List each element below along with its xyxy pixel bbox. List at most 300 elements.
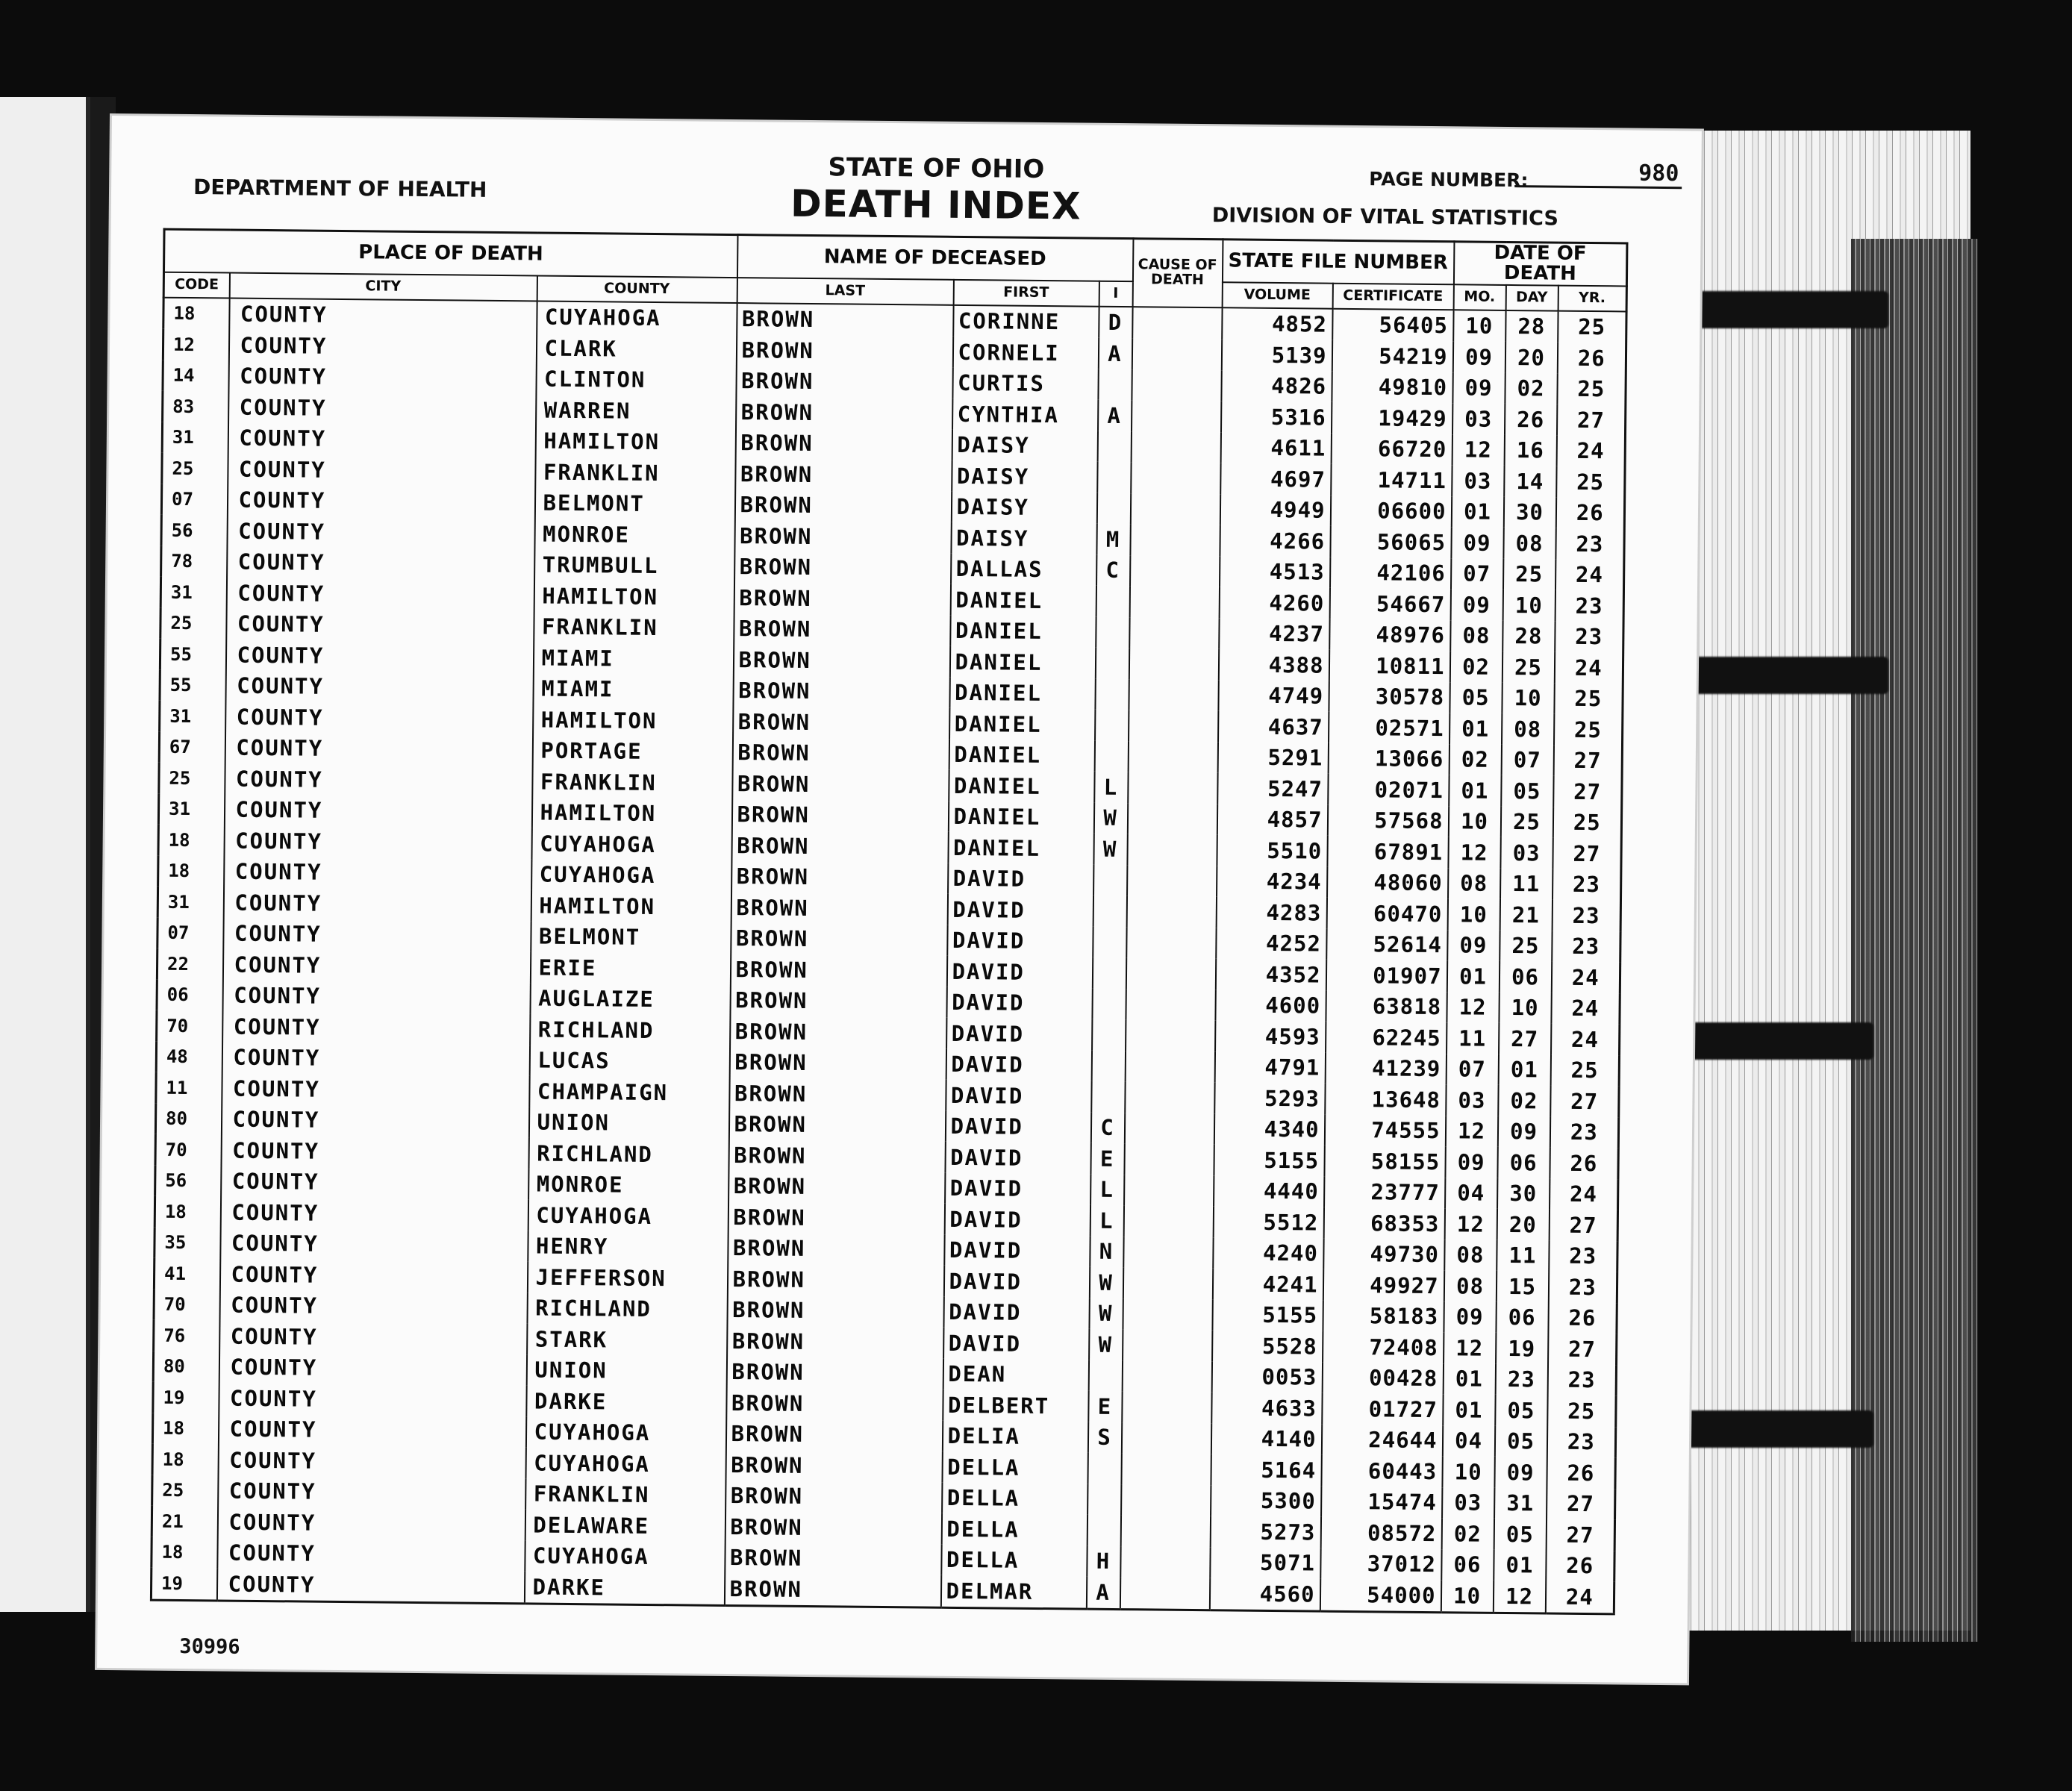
month-cell: 05 <box>1450 682 1502 713</box>
month-cell: 09 <box>1445 1146 1497 1178</box>
cause-of-death-cell <box>1121 1484 1211 1516</box>
county-cell: CUYAHOGA <box>537 301 737 334</box>
last-name-cell: BROWN <box>730 954 946 987</box>
month-cell: 09 <box>1450 589 1502 620</box>
day-cell: 06 <box>1497 1147 1550 1178</box>
city-cell: COUNTY <box>225 701 533 735</box>
volume-cell: 4949 <box>1220 494 1330 526</box>
county-cell: HAMILTON <box>531 797 731 830</box>
first-name-cell: DANIEL <box>949 770 1094 802</box>
code-cell: 18 <box>152 1444 218 1475</box>
county-cell: CUYAHOGA <box>525 1540 725 1573</box>
last-name-cell: BROWN <box>728 1109 945 1142</box>
initial-cell <box>1096 493 1130 524</box>
county-cell: HENRY <box>528 1231 728 1263</box>
city-cell: COUNTY <box>219 1383 526 1416</box>
county-cell: CUYAHOGA <box>531 828 731 861</box>
code-cell: 18 <box>163 297 229 329</box>
initial-cell: W <box>1089 1329 1123 1360</box>
cause-of-death-cell <box>1122 1391 1211 1423</box>
year-cell: 23 <box>1549 1240 1617 1272</box>
first-name-cell: CORNELI <box>952 337 1098 369</box>
city-cell: COUNTY <box>225 670 533 704</box>
initial-cell: N <box>1090 1236 1123 1267</box>
first-name-cell: DELIA <box>942 1420 1088 1452</box>
city-cell: COUNTY <box>227 546 534 580</box>
initial-cell: W <box>1089 1298 1123 1329</box>
day-cell: 10 <box>1502 590 1555 621</box>
month-cell: 01 <box>1449 775 1501 806</box>
last-name-cell: BROWN <box>734 582 950 615</box>
year-cell: 24 <box>1555 559 1624 590</box>
code-cell: 80 <box>153 1351 219 1382</box>
initial-header: I <box>1099 281 1132 306</box>
initial-cell <box>1098 369 1132 400</box>
first-name-cell: DEAN <box>943 1358 1088 1390</box>
day-cell: 28 <box>1505 310 1558 343</box>
initial-cell <box>1093 896 1126 927</box>
day-cell: 02 <box>1498 1085 1550 1116</box>
month-cell: 11 <box>1447 1022 1499 1054</box>
volume-cell: 5155 <box>1212 1299 1323 1331</box>
initial-cell <box>1087 1515 1120 1546</box>
certificate-cell: 56405 <box>1332 308 1453 341</box>
initial-cell <box>1094 740 1128 772</box>
certificate-cell: 63818 <box>1326 990 1447 1022</box>
initial-cell <box>1092 988 1126 1019</box>
certificate-cell: 52614 <box>1326 928 1447 960</box>
county-cell: DELAWARE <box>525 1509 725 1542</box>
initial-cell: L <box>1090 1174 1124 1205</box>
county-cell: CLINTON <box>536 363 736 396</box>
cause-of-death-cell <box>1123 1205 1213 1237</box>
county-cell: ERIE <box>530 952 730 985</box>
initial-cell: E <box>1088 1391 1122 1422</box>
first-name-cell: DAVID <box>943 1266 1089 1298</box>
city-cell: COUNTY <box>229 298 537 332</box>
code-cell: 55 <box>160 639 225 670</box>
city-cell: COUNTY <box>225 732 532 766</box>
month-cell: 02 <box>1449 744 1501 775</box>
last-name-cell: BROWN <box>725 1481 942 1513</box>
certificate-cell: 54667 <box>1329 588 1450 620</box>
certificate-cell: 49927 <box>1323 1269 1444 1301</box>
volume-cell: 4440 <box>1214 1175 1324 1207</box>
last-name-cell: BROWN <box>732 768 949 801</box>
certificate-cell: 37012 <box>1320 1548 1441 1580</box>
code-cell: 19 <box>151 1568 216 1601</box>
last-name-cell: BROWN <box>734 490 951 522</box>
certificate-cell: 19429 <box>1332 402 1452 434</box>
department-label: DEPARTMENT OF HEALTH <box>193 175 487 202</box>
month-header: MO. <box>1453 284 1505 310</box>
initial-cell <box>1092 1019 1126 1051</box>
code-cell: 55 <box>160 669 225 701</box>
county-cell: FRANKLIN <box>525 1478 725 1511</box>
first-name-cell: DAVID <box>946 956 1092 988</box>
first-name-cell: DANIEL <box>949 646 1095 678</box>
county-cell: DARKE <box>526 1386 726 1419</box>
city-cell: COUNTY <box>220 1197 528 1231</box>
month-cell: 12 <box>1444 1332 1496 1363</box>
initial-cell: L <box>1094 772 1128 803</box>
certificate-cell: 15474 <box>1321 1486 1442 1518</box>
city-cell: COUNTY <box>221 1104 528 1137</box>
cause-of-death-cell <box>1127 865 1217 897</box>
code-cell: 48 <box>156 1041 222 1072</box>
city-cell: COUNTY <box>220 1228 528 1261</box>
year-cell: 24 <box>1551 1024 1620 1055</box>
cause-of-death-cell <box>1125 1081 1214 1113</box>
year-cell: 23 <box>1555 590 1623 622</box>
cause-of-death-cell <box>1124 1175 1214 1207</box>
code-cell: 18 <box>155 1196 220 1228</box>
year-cell: 23 <box>1555 528 1624 560</box>
cause-of-death-cell <box>1132 369 1221 401</box>
city-cell: COUNTY <box>228 392 536 425</box>
last-name-cell: BROWN <box>728 1140 945 1172</box>
certificate-cell: 67891 <box>1327 836 1448 868</box>
code-cell: 70 <box>155 1134 221 1166</box>
day-cell: 10 <box>1502 683 1554 714</box>
county-cell: DARKE <box>524 1571 724 1605</box>
volume-cell: 5293 <box>1214 1082 1325 1114</box>
city-cell: COUNTY <box>222 1011 530 1045</box>
city-cell: COUNTY <box>221 1166 528 1199</box>
year-cell: 23 <box>1555 621 1623 652</box>
city-cell: COUNTY <box>228 330 536 363</box>
county-cell: FRANKLIN <box>535 457 735 490</box>
last-name-header: LAST <box>737 278 953 305</box>
day-cell: 28 <box>1502 621 1555 652</box>
date-of-death-header: DATE OF DEATH <box>1453 242 1627 286</box>
certificate-cell: 10811 <box>1329 650 1450 682</box>
first-name-cell: DAVID <box>945 1142 1090 1174</box>
year-cell: 23 <box>1553 869 1621 900</box>
initial-cell: D <box>1099 306 1132 338</box>
day-cell: 30 <box>1503 497 1555 528</box>
initial-cell <box>1095 678 1129 710</box>
county-cell: AUGLAIZE <box>530 983 730 1016</box>
county-cell: FRANKLIN <box>534 611 734 644</box>
cause-of-death-cell <box>1131 462 1220 494</box>
certificate-cell: 02071 <box>1328 774 1449 806</box>
initial-cell <box>1092 957 1126 989</box>
code-cell: 18 <box>152 1537 217 1568</box>
certificate-cell: 56065 <box>1330 526 1451 558</box>
first-name-cell: DAVID <box>944 1204 1090 1236</box>
code-cell: 78 <box>161 546 227 577</box>
year-cell: 27 <box>1553 776 1622 807</box>
initial-cell: A <box>1098 400 1132 431</box>
code-cell: 07 <box>157 917 223 948</box>
city-cell: COUNTY <box>219 1259 527 1293</box>
city-cell: COUNTY <box>222 980 530 1013</box>
code-cell: 25 <box>152 1475 218 1506</box>
county-cell: UNION <box>528 1107 728 1140</box>
volume-cell: 5164 <box>1211 1454 1321 1486</box>
volume-cell: 5528 <box>1212 1330 1323 1362</box>
adjacent-page-edge <box>0 97 90 1612</box>
county-cell: LUCAS <box>529 1045 729 1078</box>
first-name-cell: DANIEL <box>950 615 1096 647</box>
code-cell: 70 <box>154 1289 219 1320</box>
first-name-cell: DELLA <box>941 1544 1087 1576</box>
day-cell: 11 <box>1500 868 1553 899</box>
last-name-cell: BROWN <box>725 1419 942 1451</box>
volume-cell: 5291 <box>1217 742 1328 774</box>
first-name-cell: DELMAR <box>940 1575 1086 1609</box>
day-cell: 05 <box>1501 775 1553 807</box>
certificate-cell: 24644 <box>1321 1424 1442 1456</box>
certificate-cell: 48060 <box>1327 866 1448 898</box>
day-cell: 21 <box>1500 899 1552 931</box>
city-cell: COUNTY <box>222 949 530 983</box>
month-cell: 09 <box>1451 527 1503 558</box>
code-cell: 25 <box>160 607 226 639</box>
first-name-cell: DANIEL <box>948 832 1093 864</box>
day-cell: 25 <box>1502 651 1554 683</box>
city-cell: COUNTY <box>228 422 535 456</box>
county-cell: CHAMPAIGN <box>529 1076 729 1109</box>
cause-of-death-cell <box>1124 1113 1214 1145</box>
city-cell: COUNTY <box>217 1537 525 1571</box>
last-name-cell: BROWN <box>726 1387 943 1420</box>
first-name-cell: CORINNE <box>953 304 1099 337</box>
initial-cell: C <box>1096 554 1130 586</box>
city-cell: COUNTY <box>225 640 533 673</box>
certificate-cell: 02571 <box>1329 712 1450 744</box>
city-cell: COUNTY <box>228 360 536 394</box>
year-cell: 27 <box>1549 1210 1617 1241</box>
day-cell: 01 <box>1498 1054 1550 1085</box>
last-name-cell: BROWN <box>729 1047 946 1080</box>
year-cell: 27 <box>1557 404 1626 436</box>
certificate-cell: 72408 <box>1323 1331 1444 1363</box>
year-cell: 26 <box>1546 1550 1614 1581</box>
cause-of-death-cell <box>1128 741 1217 773</box>
last-name-cell: BROWN <box>732 737 949 770</box>
initial-cell: W <box>1089 1267 1123 1298</box>
initial-cell: H <box>1087 1545 1120 1577</box>
month-cell: 03 <box>1446 1084 1498 1116</box>
county-cell: WARREN <box>536 395 736 428</box>
month-cell: 10 <box>1441 1580 1493 1613</box>
last-name-cell: BROWN <box>728 1233 944 1266</box>
city-cell: COUNTY <box>224 794 531 828</box>
volume-cell: 4266 <box>1220 525 1330 557</box>
cause-of-death-cell <box>1123 1267 1212 1299</box>
cause-of-death-cell <box>1129 648 1218 680</box>
year-cell: 25 <box>1550 1054 1619 1086</box>
month-cell: 08 <box>1444 1240 1497 1271</box>
month-cell: 12 <box>1452 434 1504 466</box>
certificate-cell: 23777 <box>1324 1176 1445 1208</box>
cause-of-death-cell <box>1126 957 1215 990</box>
county-cell: MIAMI <box>533 643 733 675</box>
certificate-cell: 13066 <box>1328 743 1449 775</box>
code-cell: 56 <box>155 1165 221 1196</box>
volume-cell: 4340 <box>1214 1113 1324 1145</box>
county-header: COUNTY <box>537 275 737 303</box>
certificate-cell: 58155 <box>1324 1145 1445 1178</box>
first-name-cell: DAISY <box>952 429 1097 461</box>
last-name-cell: BROWN <box>728 1171 945 1204</box>
first-name-cell: DELLA <box>941 1513 1087 1545</box>
county-cell: HAMILTON <box>533 704 733 737</box>
first-name-cell: DAVID <box>947 894 1093 926</box>
initial-cell: W <box>1093 834 1127 865</box>
city-cell: COUNTY <box>224 825 531 859</box>
last-name-cell: BROWN <box>734 520 951 553</box>
city-cell: COUNTY <box>223 887 531 921</box>
initial-cell <box>1095 710 1129 741</box>
first-name-cell: DANIEL <box>949 708 1095 740</box>
last-name-cell: BROWN <box>730 985 946 1018</box>
cause-of-death-cell <box>1129 679 1218 711</box>
cause-of-death-cell <box>1126 989 1215 1021</box>
day-cell: 10 <box>1499 992 1551 1023</box>
cause-of-death-cell <box>1129 586 1219 618</box>
cause-of-death-cell <box>1122 1360 1211 1393</box>
county-cell: RICHLAND <box>528 1138 728 1171</box>
name-of-deceased-header: NAME OF DECEASED <box>737 235 1133 281</box>
day-cell: 08 <box>1503 528 1555 559</box>
last-name-cell: BROWN <box>736 366 952 398</box>
cause-of-death-cell <box>1120 1546 1210 1578</box>
year-cell: 25 <box>1553 807 1621 838</box>
day-cell: 25 <box>1500 930 1552 961</box>
initial-cell <box>1088 1484 1121 1515</box>
last-name-cell: BROWN <box>725 1542 941 1575</box>
day-cell: 05 <box>1495 1395 1547 1426</box>
certificate-cell: 66720 <box>1331 433 1452 465</box>
county-cell: FRANKLIN <box>532 766 732 799</box>
initial-cell <box>1096 616 1129 648</box>
volume-cell: 5155 <box>1214 1144 1324 1176</box>
initial-cell: L <box>1090 1205 1123 1237</box>
year-cell: 24 <box>1550 1178 1618 1210</box>
city-cell: COUNTY <box>216 1569 524 1604</box>
first-name-cell: DAISY <box>951 522 1096 554</box>
code-cell: 11 <box>156 1072 222 1104</box>
code-cell: 31 <box>162 422 228 453</box>
year-cell: 26 <box>1547 1457 1615 1489</box>
initial-cell: A <box>1098 338 1132 369</box>
first-name-cell: DAVID <box>946 987 1092 1019</box>
county-cell: MONROE <box>528 1169 728 1201</box>
county-cell: UNION <box>526 1354 726 1387</box>
last-name-cell: BROWN <box>733 644 949 677</box>
certificate-header: CERTIFICATE <box>1332 283 1453 310</box>
last-name-cell: BROWN <box>734 613 950 646</box>
code-cell: 80 <box>155 1103 221 1134</box>
certificate-cell: 49810 <box>1332 371 1452 403</box>
year-cell: 24 <box>1545 1581 1614 1614</box>
cause-of-death-cell <box>1120 1515 1210 1547</box>
city-cell: COUNTY <box>224 856 531 890</box>
volume-cell: 0053 <box>1211 1361 1322 1393</box>
certificate-cell: 08572 <box>1320 1517 1441 1549</box>
month-cell: 12 <box>1445 1116 1497 1147</box>
day-cell: 16 <box>1504 435 1556 466</box>
last-name-cell: BROWN <box>737 303 953 337</box>
volume-cell: 4234 <box>1217 866 1327 898</box>
death-index-page <box>97 116 1702 1683</box>
cause-of-death-cell <box>1121 1453 1211 1485</box>
code-cell: 12 <box>163 329 228 360</box>
county-cell: JEFFERSON <box>527 1262 727 1295</box>
code-cell: 31 <box>160 577 226 608</box>
volume-cell: 4826 <box>1221 370 1332 402</box>
initial-cell: S <box>1088 1422 1121 1453</box>
last-name-cell: BROWN <box>733 706 949 739</box>
day-cell: 25 <box>1503 559 1555 590</box>
certificate-cell: 68353 <box>1323 1207 1444 1240</box>
volume-cell: 5510 <box>1217 834 1327 866</box>
certificate-cell: 30578 <box>1329 681 1450 713</box>
first-name-cell: DAVID <box>946 1048 1091 1081</box>
code-cell: 76 <box>154 1320 219 1351</box>
year-cell: 27 <box>1550 1086 1619 1117</box>
city-cell: COUNTY <box>227 516 534 549</box>
code-cell: 07 <box>161 484 227 515</box>
first-name-cell: DELLA <box>942 1451 1088 1484</box>
cause-of-death-cell <box>1130 555 1220 587</box>
month-cell: 10 <box>1447 898 1500 930</box>
month-cell: 06 <box>1441 1549 1494 1581</box>
code-header: CODE <box>163 272 229 298</box>
first-name-cell: DAVID <box>946 1018 1092 1050</box>
first-name-cell: DANIEL <box>950 584 1096 616</box>
month-cell: 10 <box>1453 310 1505 342</box>
volume-cell: 4283 <box>1216 896 1326 928</box>
index-tab-mark <box>1672 291 1888 328</box>
volume-cell: 4241 <box>1212 1268 1323 1300</box>
county-cell: TRUMBULL <box>534 549 734 582</box>
code-cell: 21 <box>152 1506 217 1537</box>
day-cell: 01 <box>1494 1549 1546 1581</box>
county-cell: BELMONT <box>531 921 731 954</box>
year-cell: 23 <box>1552 931 1620 962</box>
day-cell: 20 <box>1505 342 1557 373</box>
cause-of-death-header: CAUSE OF DEATH <box>1132 239 1223 307</box>
county-cell: CUYAHOGA <box>531 859 731 892</box>
cause-of-death-cell <box>1130 493 1220 525</box>
certificate-cell: 60470 <box>1326 898 1447 930</box>
county-cell: HAMILTON <box>535 425 735 458</box>
certificate-cell: 42106 <box>1330 557 1451 589</box>
volume-cell: 4791 <box>1214 1051 1325 1084</box>
initial-cell: W <box>1093 802 1127 834</box>
day-cell: 20 <box>1497 1209 1549 1240</box>
county-cell: BELMONT <box>534 487 734 520</box>
last-name-cell: BROWN <box>735 458 952 491</box>
year-cell: 25 <box>1554 714 1623 746</box>
volume-cell: 4240 <box>1213 1237 1323 1269</box>
year-cell: 24 <box>1556 435 1625 466</box>
year-cell: 25 <box>1558 310 1626 343</box>
last-name-cell: BROWN <box>736 334 952 367</box>
day-cell: 09 <box>1497 1116 1550 1147</box>
certificate-cell: 00428 <box>1322 1362 1443 1394</box>
code-cell: 19 <box>153 1382 219 1413</box>
code-cell: 18 <box>158 825 224 856</box>
year-cell: 27 <box>1547 1488 1615 1519</box>
cause-of-death-cell <box>1127 834 1217 866</box>
year-cell: 23 <box>1547 1426 1615 1457</box>
county-cell: CLARK <box>536 333 736 366</box>
